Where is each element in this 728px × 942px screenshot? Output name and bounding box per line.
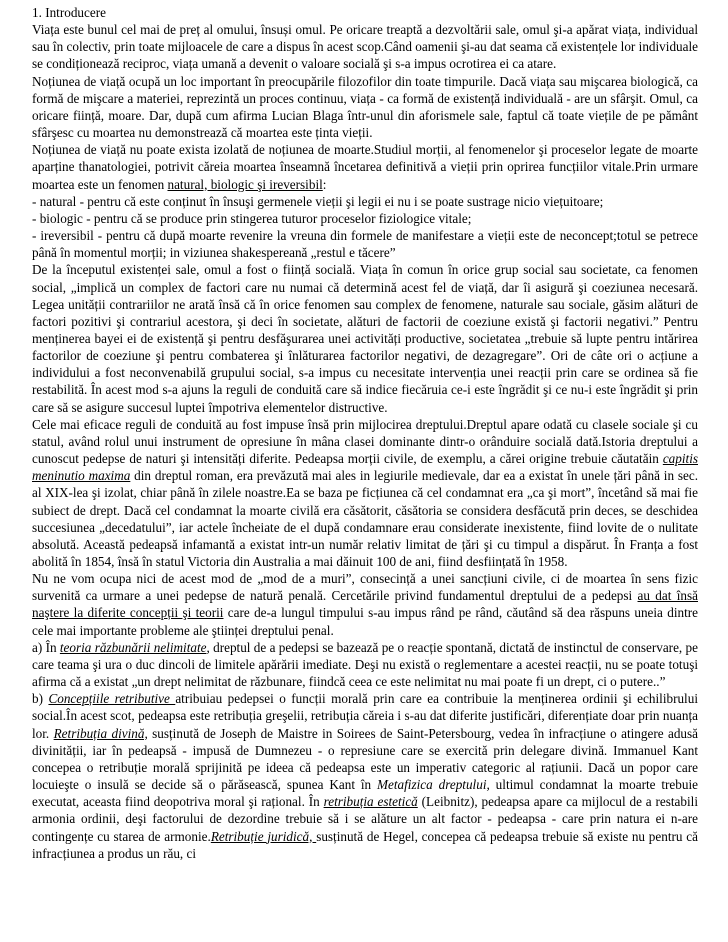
text-run: susținută de Hegel, concepea că pedeapsa trebuie să existe nu pentru că infracțiunea a produs un rău, ci (32, 828, 698, 861)
text-run: care de-a lungul timpului s-au impus rând pe rând, căutând să dea răspuns uneia dintre cele mai importante probleme ale ştiinței dreptului penal. (32, 605, 698, 638)
text-run: a) În (32, 639, 60, 655)
text-run: (Leibnitz), pedeapsa apare ca mijlocul de a restabili armonia ordinii, deşi factorului de dezordine trebuie să i se alăture un alt factor - pedeapsa - care prin natura ei n-are contingențe cu starea de armonie. (32, 794, 698, 844)
text-run: b) (32, 691, 49, 707)
text-run: Cele mai eficace reguli de conduită au fost impuse însă prin mijlocirea dreptului.Dreptul apare odată cu clasele sociale şi cu statul, având rolul unui instrument de opresiune în mâna clasei dominante dintr-o orânduire socială dată.Istoria dreptului a cunoscut pedepse de naturi şi intensități diferite. Pedeapsa morții civile, de exemplu, a cărei origine trebuie căutatăin (32, 416, 698, 467)
section-heading: 1. Introducere (32, 5, 106, 20)
underlined-italic-term: Concepțiile retributive (48, 691, 176, 707)
text-run: din dreptul roman, era prevăzută mai ales in legiurile medievale, dar ea a existat în unele țări până in sec. al XIX-lea şi izolat, chiar până în zilele noastre.Ea se baza pe ficțiunea că cel condamnat era „ca şi mort”, încetând să mai fie subiect de drept. Dacă cel condamnat la moarte civilă era căsătorit, căsătoria se considera desfăcută prin deces, se deschidea succesiunea „decedatului”, iar actele încheiate de el după condamnare erau considerate inexistente, fiind lovite de o nulitate absolută. Această pedeapsă infamantă a existat intr-un număr relativ limitat de țări şi cu timpul a dispărut. În Franța a fost abolită în 1854, însă în statul Victoria din Australia a mai dăinuit 100 de ani, fiind desființată în 1958. (32, 468, 699, 569)
underlined-italic-term: teoria răzbunării nelimitate (59, 639, 207, 655)
text-run: susținută de Joseph de Maistre in Soirees de Saint-Petersbourg, vedea în infracțiune o atingere adusă divinității, iar în pedeapsă - impusă de Dumnezeu - o represiune care se exercită prin delegare divină. Immanuel Kant concepea o retribuție morală sprijinită pe ideea că pedeapsa este un imperativ categoric al rațiunii. Dacă un popor care locuieşte o insulă se decide să o părăsească, spunea Kant în (32, 725, 698, 793)
list-item-natural: - natural - pentru că este conținut în însuşi germenele vieții şi legii ei nu i se poate sustrage nicio viețuitoare; (32, 193, 604, 209)
paragraph-physical-death (32, 570, 698, 639)
paragraph-death-notion (32, 141, 698, 192)
paragraph-theory-a (32, 639, 698, 690)
underlined-italic-term: capitis meninutio maxima (32, 451, 698, 484)
underlined-italic-term: Retribuție juridică, (210, 828, 317, 844)
underlined-phrase: natural, biologic şi ireversibil (167, 176, 323, 192)
text-run: atribuiau pedepsei o funcții morală prin care ea contribuie la menținerea ordinii şi echilibrului social.În acest scot, pedeapsa este retribuția greşelii, retribuția căreia i s-au dat diferite justificări, diferențiate doar prin nuanța lor. (32, 691, 698, 741)
underlined-italic-term: retribuția estetică (323, 794, 418, 810)
list-item-biologic: - biologic - pentru că se produce prin stingerea tuturor proceselor fiziologice vitale; (32, 210, 472, 226)
paragraph-theory-b (32, 690, 698, 862)
text-run: ultimul condamnat la moarte trebuie executat, aceasta fiind deopotriva moral şi rațional. În (32, 777, 698, 810)
list-item-ireversibil: - ireversibil - pentru că după moarte revenire la vreuna din formele de manifestare a vieții este de neconcept;totul se petrece până în momentul morții; in viziunea shakespereană „restul e tăcere” (32, 228, 698, 261)
paragraph-life-notion: Noțiunea de viață ocupă un loc important în preocupările filozofilor din toate timpurile. Dacă viața sau mişcarea biologică, ca formă de mişcare a materiei, reprezintă un proces continuu, viața - ca formă de existență individuală - are un sfârşit. Omul, ca oricare ființă, moare. Dar, după cum afirma Lucian Blaga într-unul din aforismele sale, faptul că toate viețile de pe pământ sfârşesc cu moartea nu demonstrează că moartea este ținta vieții. (32, 73, 698, 141)
underlined-italic-term: Retribuția divină, (53, 725, 148, 741)
text-run: Noțiunea de viață nu poate exista izolată de noțiunea de moarte.Studiul morții, al fenomenelor şi proceselor legate de moarte aparține thanatologiei, potrivit căreia moartea înseamnă încetarea definitivă a vieții prin oprirea funcțiilor vitale.Prin urmare moartea este un fenomen (32, 142, 698, 192)
text-run: : (322, 176, 327, 192)
text-run: Nu ne vom ocupa nici de acest mod de „mod de a muri”, consecință a unei sancțiuni civile, ci de moartea în sens fizic survenită ca urmare a unei pedepse de natură penală. Cercetările privind fundamentul dreptului de a pedepsi (32, 571, 698, 604)
underlined-phrase: au dat însă naştere la diferite concepții şi teorii (32, 588, 698, 621)
paragraph-social-being: De la începutul existenței sale, omul a fost o ființă socială. Viața în comun în orice grup social sau societate, ca fenomen social, „implică un complex de factori care nu numai că determină acest fel de viață, dar îi asigură şi coeziunea necesară. Legea unității contrariilor ne arată însă că în orice fenomen sau complex de fenomene, naturale sau sociale, găsim alături de factori pozitivi şi contrariul acestora, şi deci în societate, alături de factorii de coeziune există şi factorii negativi.” Pentru menținerea bayei ei de existență şi pentru desfăşurarea unei activități productive, societatea „trebuie să lupte pentru intărirea factorilor de coeziune şi pentru combaterea şi înlăturarea factorilor negativi, de dezagregare”. Ori de câte ori o acțiune a individului a fost neconvenabilă grupului social, s-a impus cu necesitate intervenția unei reacții prin care se ordinea să fie restabilită. În acest mod s-a ajuns la reguli de conduită care să indice fiecăruia ce-i este îngrădit şi ce nu-i este îngrădit şi prin care să se asigure succesul luptei împotriva elementelor distructive. (32, 262, 698, 415)
paragraph-civil-death (32, 416, 698, 570)
text-run: , dreptul de a pedepsi se bazează pe o reacție spontană, dictată de instinctul de conservare, pe care teama şi ura o duc dincoli de limitele apărării imediate. Deşi nu există o reglementare a acestei reacții, nu se poate totuşi afirma că a existat „un drept nelimitat de răzbunare, fiindcă ceea ce este nelimitat nu mai poate fi un drept, ci o putere..” (32, 639, 698, 690)
italic-title: Metafizica dreptului, (377, 777, 490, 793)
paragraph-life-value: Viața este bunul cel mai de preț al omului, însuși omul. Pe oricare treaptă a dezvoltării sale, omul şi-a apărat viața, individual sau în colectiv, prin toate mijloacele de care a dispus în acest scop.Când oamenii şi-au dat seama că existențele lor individuale se condiționează reciproc, viața umană a devenit o valoare socială şi s-a impus ocrotirea ei ca atare. (32, 22, 698, 72)
